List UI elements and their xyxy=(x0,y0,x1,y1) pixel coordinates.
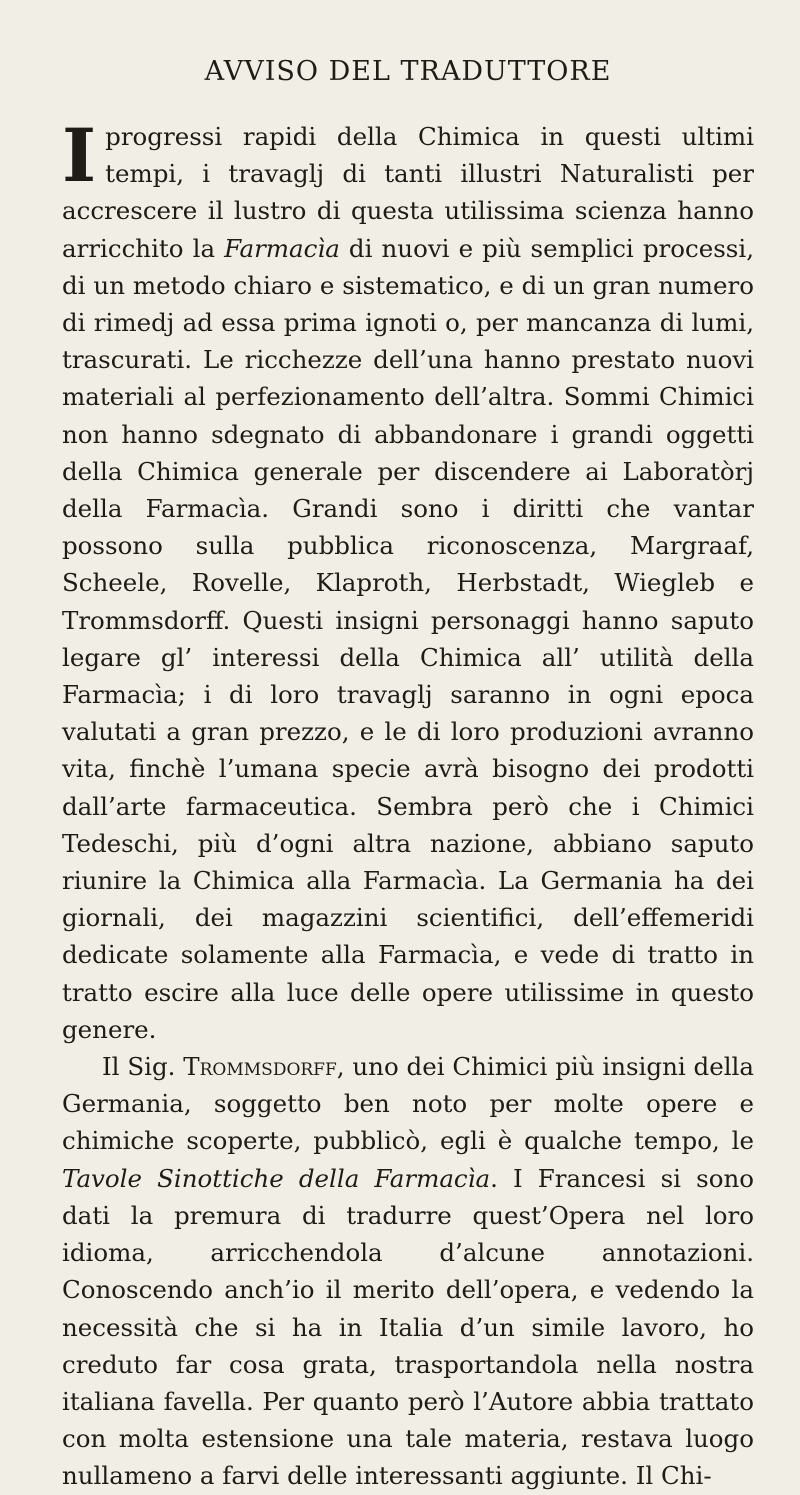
body-text xyxy=(62,113,754,1495)
paragraph-2-text-a: Il Sig. xyxy=(102,1052,184,1082)
drop-cap: I xyxy=(62,113,97,199)
paragraph-2-italic-title: Tavole Sinottiche della Farmacìa xyxy=(62,1163,491,1193)
paragraph-1-text-b: di nuovi e più semplici processi, di un metodo chiaro e sistematico, e di un gran numero di rimedj ad essa prima ignoti o, per mancanza di lumi, trascurati. Le ricchezze dell’una hanno prestato nuovi materiali al perfezionamento dell’altra. Sommi Chimici non hanno sdegnato di abbandonare i grandi oggetti della Chimica generale per discendere ai Laboratòrj della Farmacìa. Grandi sono i diritti che vantar possono sulla pubblica riconoscenza, Margraaf, Scheele, Rovelle, Klaproth, Herbstadt, Wiegleb e Trommsdorff. Questi insigni personaggi hanno saputo legare gl’ interessi della Chimica all’ utilità della Farmacìa; i di loro travaglj saranno in ogni epoca valutati a gran prezzo, e le di loro produzioni avranno vita, finchè l’umana specie avrà bisogno dei prodotti dall’arte farmaceutica. Sembra però che i Chimici Tedeschi, più d’ogni altra nazione, abbiano saputo riunire la Chimica alla Farmacìa. La Germania ha dei giornali, dei magazzini scientifici, dell’effemeridi dedicate solamente alla Farmacìa, e vede di tratto in tratto escire alla luce delle opere utilissime in questo genere. xyxy=(62,233,754,1044)
paragraph-1-italic-farmacia: Farmacìa xyxy=(224,233,340,263)
paragraph-2-smallcaps-name: Trommsdorff xyxy=(183,1052,337,1082)
paragraph-2-text-b: , uno dei Chimici più insigni della Germania, soggetto ben noto per molte opere e chimiche scoperte, pubblicò, egli è qualche tempo, le xyxy=(62,1052,754,1156)
paragraph-1 xyxy=(62,113,754,1048)
paragraph-2 xyxy=(62,1048,754,1494)
paragraph-1-text-a: progressi rapidi della Chimica in questi ultimi tempi, i travaglj di tanti illustri Naturalisti per accrescere il lustro di questa utilissima scienza hanno arricchito la xyxy=(62,122,754,263)
paragraph-2-text-c: . I Francesi si sono dati la premura di tradurre quest’Opera nel loro idioma, arricchendola d’alcune annotazioni. Conoscendo anch’io il merito dell’opera, e vedendo la necessità che si ha in Italia d’un simile lavoro, ho creduto far cosa grata, trasportandola nella nostra italiana favella. Per quanto però l’Autore abbia trattato con molta estensione una tale materia, restava luogo nullameno a farvi delle interessanti aggiunte. Il Chi- xyxy=(62,1163,754,1491)
page-title: AVVISO DEL TRADUTTORE xyxy=(204,56,612,87)
